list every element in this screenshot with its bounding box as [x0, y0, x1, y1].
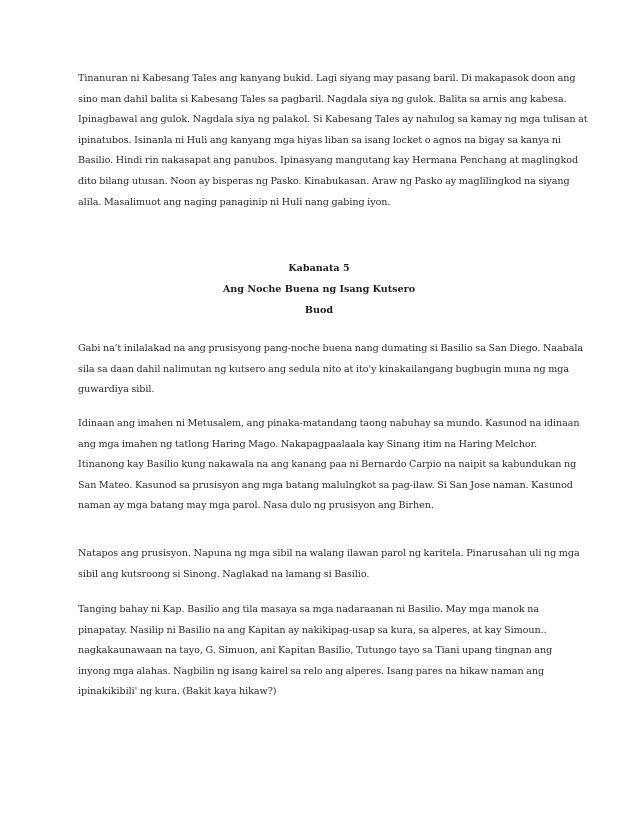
- text-line: naman ay mga batang may mga parol. Nasa dulo ng prusisyon ang Birhen.: [78, 500, 434, 512]
- text-line: Tinanuran ni Kabesang Tales ang kanyang bukid. Lagi siyang may pasang baril. Di makapasok doon ang: [78, 73, 576, 84]
- text-line: Ipinagbawal ang gulok. Nagdala siya ng palakol. Si Kabesang Tales ay nahulog sa kamay ng mga tulisan at: [78, 114, 588, 126]
- paragraph-3: [78, 414, 580, 517]
- text-line: Basilio. Hindi rin nakasapat ang panubos. Ipinasyang mangutang kay Hermana Penchang at maglingkod: [78, 155, 579, 167]
- text-line: nagkakaunawaan na tayo, G. Simuon, ani Kapitan Basilio, Tutungo tayo sa Tiani upang tingnan ang: [78, 645, 553, 657]
- text-line: Itinanong kay Basilio kung nakawala na ang kanang paa ni Bernardo Carpio na naipit sa kabundukan ng: [78, 459, 577, 471]
- paragraph-2: [78, 339, 584, 401]
- text-line: dito bilang utusan. Noon ay bisperas ng Pasko. Kinabukasan. Araw ng Pasko ay maglilingkod na siyang: [78, 175, 570, 187]
- text-line: ang mga imahen ng tatlong Haring Mago. Nakapagpaalaala kay Sinang itim na Haring Melchor.: [78, 438, 538, 450]
- text-line: inyong mga alahas. Nagbilin ng isang kairel sa relo ang alperes. Isang pares na hikaw naman ang: [78, 665, 545, 677]
- text-line: sibil ang kutsroong si Sinong. Naglakad na lamang si Basilio.: [78, 568, 370, 580]
- text-line: ipinakikibili' ng kura. (Bakit kaya hikaw?): [78, 686, 277, 698]
- text-line: Natapos ang prusisyon. Napuna ng mga sibil na walang ilawan parol ng karitela. Pinarusahan uli ng mga: [78, 548, 580, 559]
- paragraph-5: [78, 600, 568, 703]
- text-line: Gabi na't inilalakad na ang prusisyong pang-noche buena nang dumating si Basilio sa San Diego. Naabala: [78, 343, 584, 354]
- text-line: ipinatubos. Isinanla ni Huli ang kanyang mga hiyas liban sa isang locket o agnos na bigay sa kanya ni: [78, 134, 561, 146]
- text-line: Idinaan ang imahen ni Metusalem, ang pinaka-matandang taong nabuhay sa mundo. Kasunod na idinaan: [78, 418, 580, 429]
- text-line: pinapatay. Nasilip ni Basilio na ang Kapitan ay nakikipag-usap sa kura, sa alperes, at kay Simoun..: [78, 624, 547, 636]
- text-line: guwardiya sibil.: [78, 384, 155, 396]
- text-line: alila. Masalimuot ang naging panaginip ni Huli nang gabing iyon.: [78, 196, 391, 208]
- text-line: sila sa daan dahil nalimutan ng kutsero ang sedula nito at ito'y kinakailangang bugbugin muna ng mga: [78, 363, 570, 375]
- paragraph-1: [78, 69, 588, 213]
- chapter-title: Ang Noche Buena ng Isang Kutsero: [222, 284, 416, 295]
- text-line: sino man dahil balita si Kabesang Tales sa pagbaril. Nagdala siya ng gulok. Balita sa arnis ang kabesa.: [78, 93, 567, 105]
- text-line: San Mateo. Kasunod sa prusisyon ang mga batang malulngkot sa pag-ilaw. Si San Jose naman. Kasunod: [78, 479, 573, 491]
- paragraph-4: [78, 544, 580, 585]
- section-heading: Buod: [304, 305, 334, 316]
- chapter-number: Kabanata 5: [288, 263, 350, 274]
- text-line: Tanging bahay ni Kap. Basilio ang tila masaya sa mga nadaraanan ni Basilio. May mga manok na: [78, 604, 540, 615]
